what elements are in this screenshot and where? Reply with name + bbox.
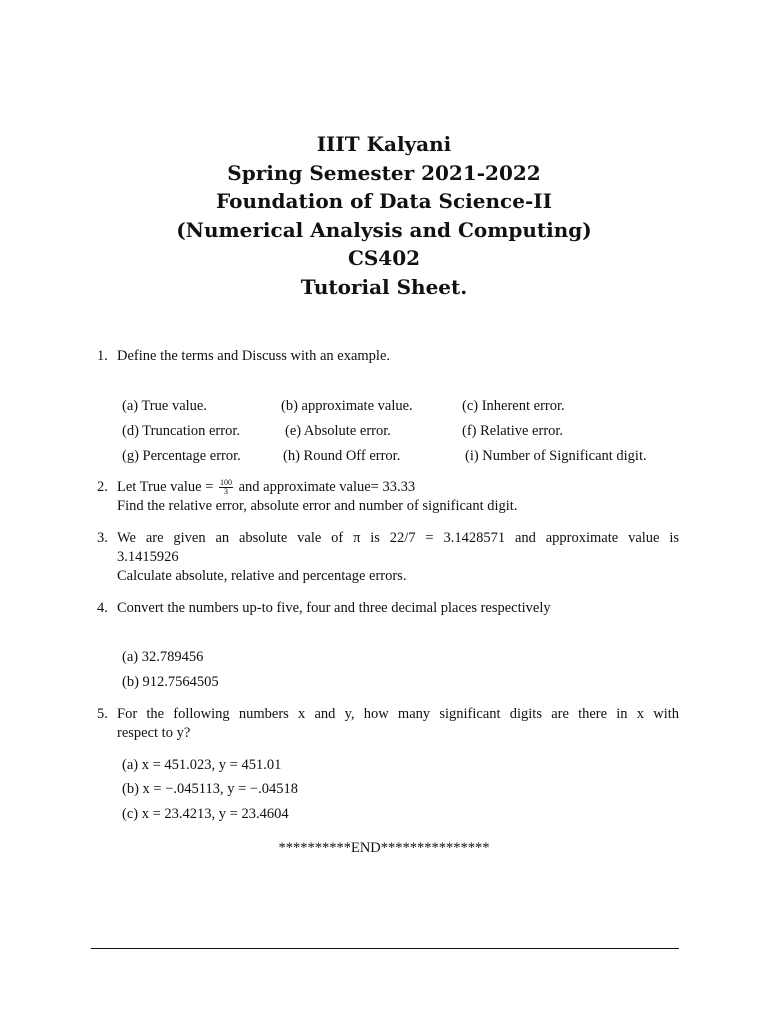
q1-option-i: (i) Number of Significant digit. <box>465 448 647 464</box>
q5-option-b: (b) x = −.045113, y = −.04518 <box>122 781 298 797</box>
question-text <box>117 705 679 743</box>
q1-option-f: (f) Relative error. <box>462 423 564 439</box>
question-1 <box>97 347 679 366</box>
end-marker: **********END*************** <box>278 840 490 856</box>
question-4 <box>97 599 679 618</box>
question-number: 3. <box>97 530 108 546</box>
q1-option-a: (a) True value. <box>122 398 207 414</box>
semester: Spring Semester 2021-2022 <box>227 160 541 185</box>
question-number: 4. <box>97 600 108 616</box>
document-header <box>0 130 768 301</box>
question-text: Define the terms and Discuss with an example. <box>117 348 391 364</box>
q1-option-g: (g) Percentage error. <box>122 448 241 464</box>
fraction <box>219 479 233 496</box>
q4-option-b: (b) 912.7564505 <box>122 674 219 690</box>
sheet-title: Tutorial Sheet. <box>300 274 468 299</box>
question-line-2: 3.1415926 <box>117 549 179 565</box>
q1-option-b: (b) approximate value. <box>281 398 413 414</box>
question-line-1: For the following numbers x and y, how many significant digits are there in x with <box>117 706 679 722</box>
approx-value-text: and approximate value= 33.33 <box>235 479 416 495</box>
question-number: 5. <box>97 706 108 722</box>
question-text <box>117 478 679 516</box>
course-subtitle: (Numerical Analysis and Computing) <box>176 217 592 242</box>
question-3 <box>97 529 679 586</box>
q1-option-c: (c) Inherent error. <box>462 398 565 414</box>
question-number: 2. <box>97 479 108 495</box>
q1-option-d: (d) Truncation error. <box>122 423 240 439</box>
fraction-numerator: 100 <box>220 478 232 488</box>
question-text: Convert the numbers up-to five, four and three decimal places respectively <box>117 600 551 616</box>
true-value-label: Let True value = <box>117 479 217 495</box>
question-instruction: Calculate absolute, relative and percentage errors. <box>117 568 407 584</box>
question-2 <box>97 478 679 516</box>
question-text <box>117 529 679 586</box>
institute-name: IIIT Kalyani <box>316 132 452 156</box>
question-line-2: respect to y? <box>117 725 191 741</box>
q1-option-h: (h) Round Off error. <box>283 448 401 464</box>
q5-option-c: (c) x = 23.4213, y = 23.4604 <box>122 806 289 822</box>
q1-option-e: (e) Absolute error. <box>285 423 391 439</box>
course-code: CS402 <box>347 246 421 270</box>
fraction-denominator: 3 <box>224 487 228 497</box>
question-line-1: We are given an absolute vale of π is 22/7 = 3.1428571 and approximate value is <box>117 530 679 546</box>
question-instruction: Find the relative error, absolute error and number of significant digit. <box>117 498 518 514</box>
question-number: 1. <box>97 348 108 364</box>
question-5 <box>97 705 679 743</box>
q4-option-a: (a) 32.789456 <box>122 649 204 665</box>
q5-option-a: (a) x = 451.023, y = 451.01 <box>122 757 282 773</box>
footer-rule <box>91 948 679 949</box>
course-title: Foundation of Data Science-II <box>216 189 552 213</box>
